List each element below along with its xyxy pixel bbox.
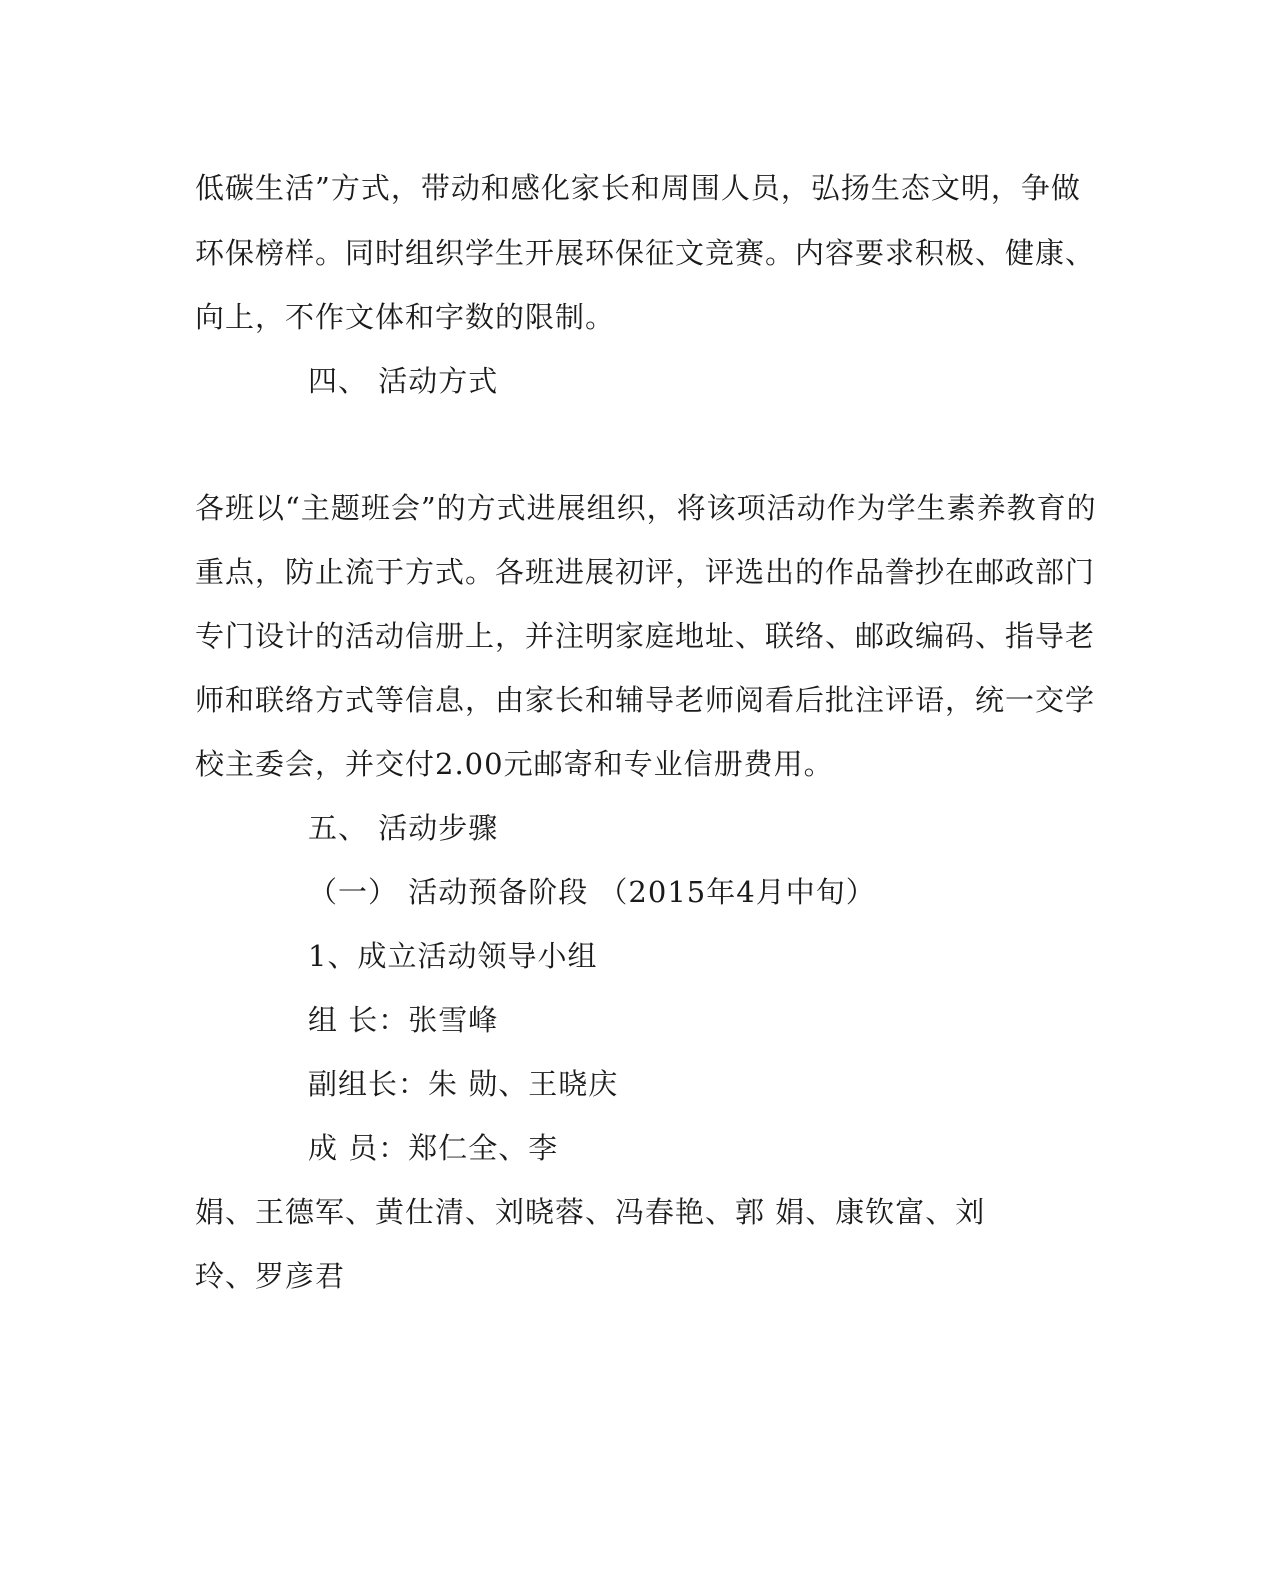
paragraph-line: 师和联络方式等信息，由家长和辅导老师阅看后批注评语，统一交学 xyxy=(195,683,1096,717)
paragraph-line: 专门设计的活动信册上，并注明家庭地址、联络、邮政编码、指导老 xyxy=(195,619,1096,653)
paragraph-line: 玲、罗彦君 xyxy=(195,1259,346,1293)
list-item: 组 长：张雪峰 xyxy=(308,1003,499,1037)
list-item: 1、成立活动领导小组 xyxy=(308,939,598,973)
paragraph-line: 环保榜样。同时组织学生开展环保征文竞赛。内容要求积极、健康、 xyxy=(195,236,1096,270)
section-heading: 五、 活动步骤 xyxy=(308,811,499,845)
paragraph-line: 各班以“主题班会”的方式进展组织，将该项活动作为学生素养教育的 xyxy=(195,491,1097,525)
list-item: 副组长：朱 勋、王晓庆 xyxy=(308,1067,619,1101)
paragraph-line: 校主委会，并交付2.00元邮寄和专业信册费用。 xyxy=(195,747,834,781)
paragraph-line: 低碳生活”方式，带动和感化家长和周围人员，弘扬生态文明，争做 xyxy=(195,171,1081,205)
paragraph-line: 向上，不作文体和字数的限制。 xyxy=(195,300,616,334)
paragraph-line: 重点，防止流于方式。各班进展初评，评选出的作品誊抄在邮政部门 xyxy=(195,555,1096,589)
paragraph-line: 娟、王德军、黄仕清、刘晓蓉、冯春艳、郭 娟、康钦富、刘 xyxy=(195,1195,986,1229)
list-item: 成 员：郑仁全、李 xyxy=(308,1131,559,1165)
section-heading: 四、 活动方式 xyxy=(308,364,499,398)
subsection-heading: （一） 活动预备阶段 （2015年4月中旬） xyxy=(308,875,876,909)
